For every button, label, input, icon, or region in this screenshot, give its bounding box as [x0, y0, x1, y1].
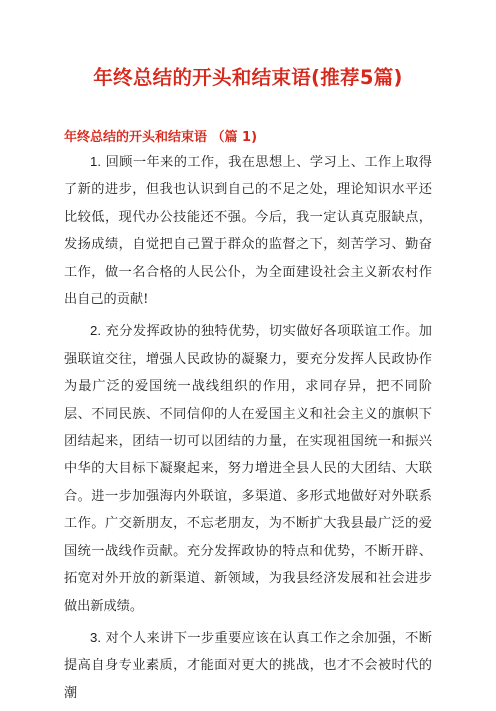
paragraph-text: 充分发挥政协的独特优势，切实做好各项联谊工作。加强联谊交往，增强人民政协的凝聚力，要充分发挥人民政协作为最广泛的爱国统一战线组织的作用，求同存异，把不同阶层、不同民族、不同信仰的人在爱国主义和社会主义的旗帜下团结起来，团结一切可以团结的力量，在实现祖国统一和振兴中华的大目标下凝聚起来，努力增进全县人民的大团结、大联合。进一步加强海内外联谊，多渠道、多形式地做好对外联系工作。广交新朋友，不忘老朋友，为不断扩大我县最广泛的爱国统一战线作贡献。充分发挥政协的特点和优势，不断开辟、拓宽对外开放的新渠道、新领域，为我县经济发展和社会进步做出新成绩。: [64, 324, 432, 614]
paragraph-number: 1.: [90, 154, 101, 169]
section-heading: 年终总结的开头和结束语 （篇 1): [64, 130, 258, 145]
document-title: 年终总结的开头和结束语(推荐5篇): [93, 66, 403, 89]
paragraph-text: 回顾一年来的工作，我在思想上、学习上、工作上取得了新的进步，但我也认识到自己的不足之处，理论知识水平还比较低，现代办公技能还不强。今后，我一定认真克服缺点，发扬成绩，自觉把自己置于群众的监督之下，刻苦学习、勤奋工作，做一名合格的人民公仆，为全面建设社会主义新农村作出自己的贡献!: [64, 155, 432, 308]
paragraph-3: [64, 624, 432, 707]
paragraph-number: 3.: [90, 629, 101, 645]
paragraph-number: 2.: [90, 323, 101, 339]
paragraph-1: [64, 148, 432, 313]
paragraph-text: 对个人来讲下一步重要应该在认真工作之余加强，不断提高自身专业素质，才能面对更大的挑战，也才不会被时代的潮: [64, 630, 432, 701]
document-body: [64, 148, 432, 711]
paragraph-2: [64, 317, 432, 619]
